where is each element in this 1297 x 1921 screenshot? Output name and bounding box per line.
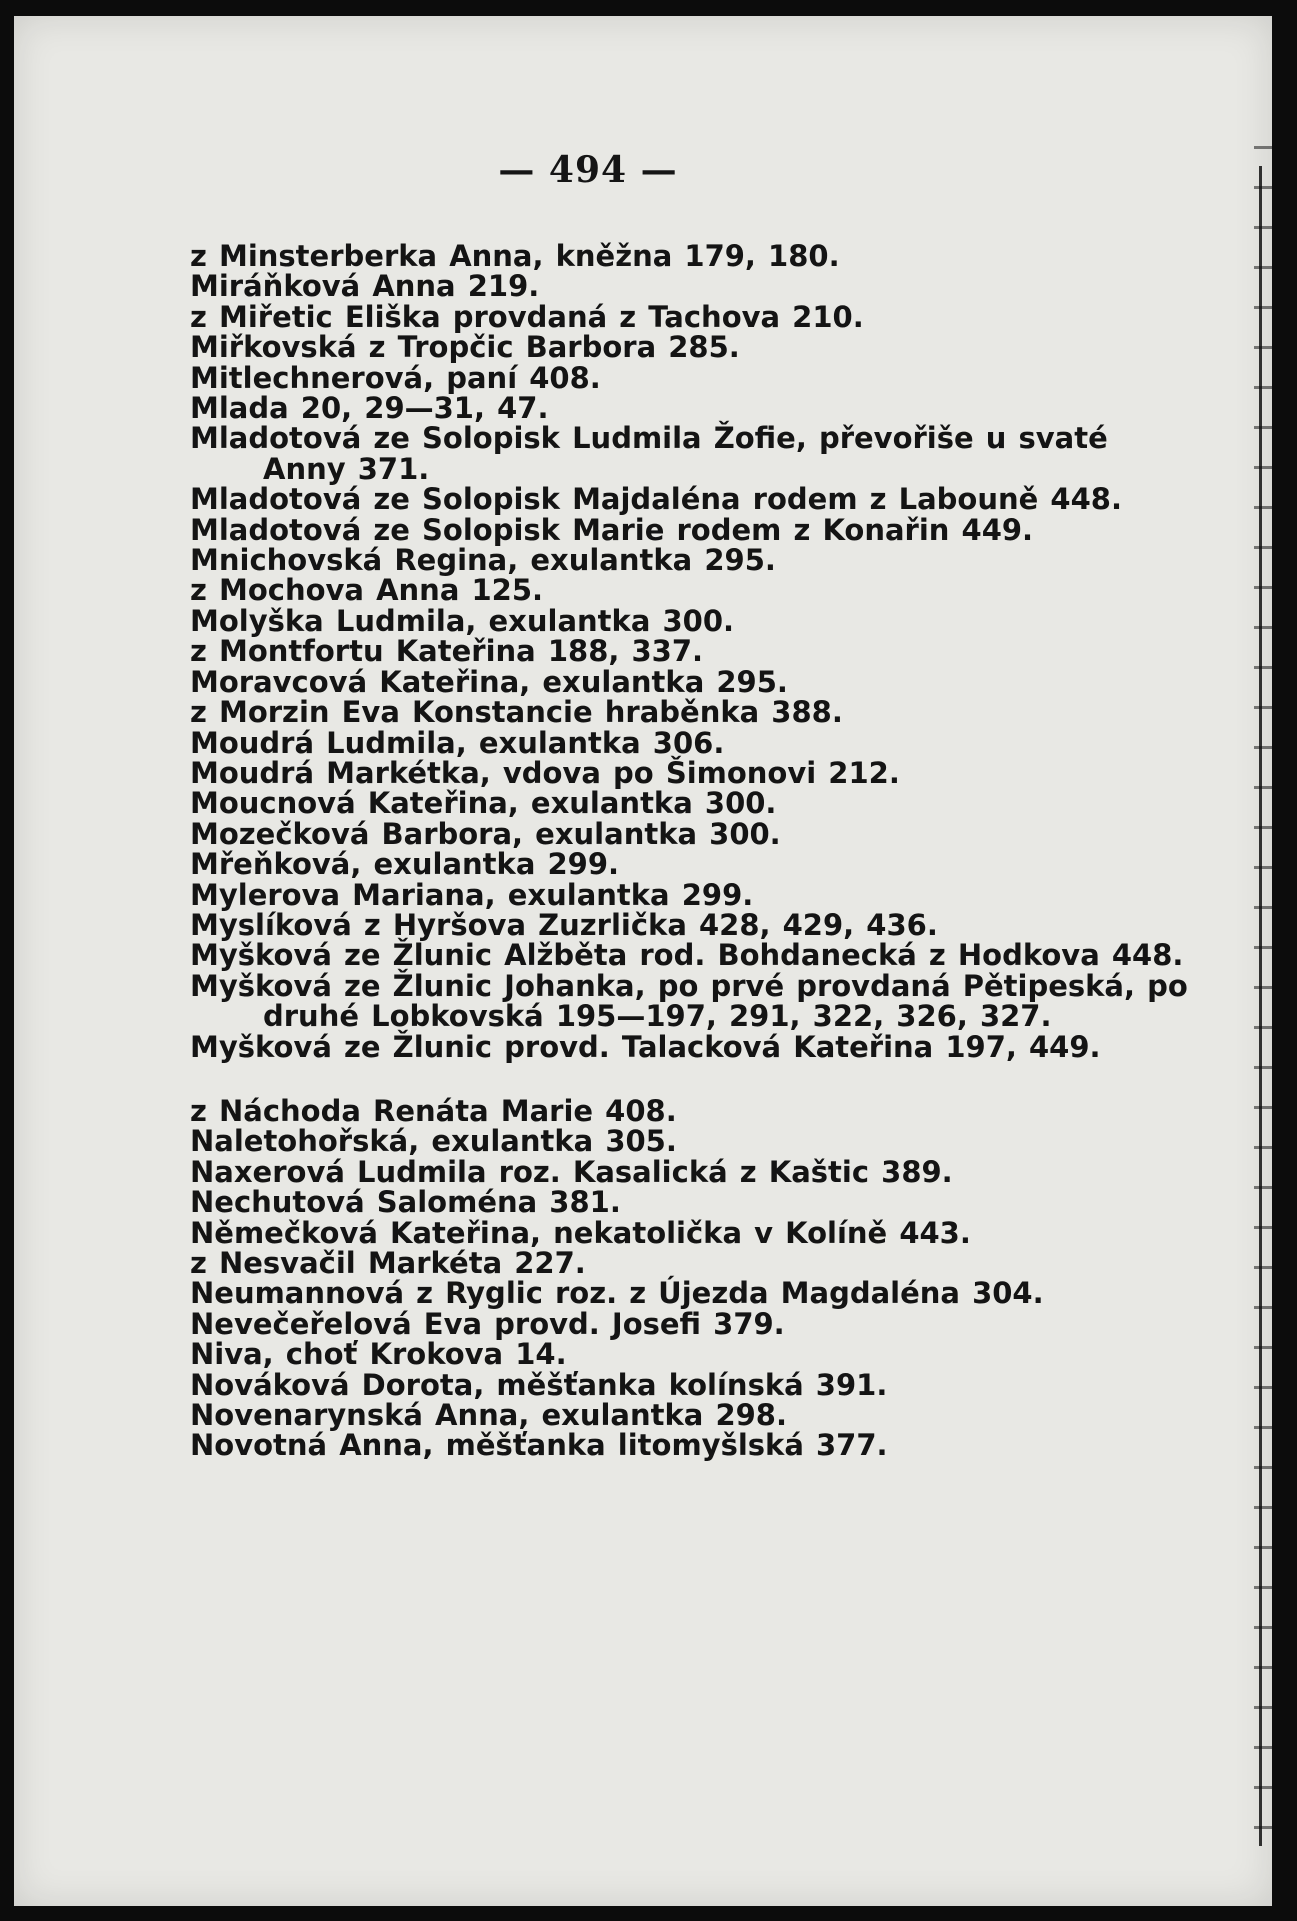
index-entry: Molyška Ludmila, exulantka 300. — [190, 603, 735, 638]
index-entry: Nováková Dorota, měšťanka kolínská 391. — [190, 1367, 888, 1402]
index-entry: Mladotová ze Solopisk Marie rodem z Konařin 449. — [190, 512, 1034, 547]
index-entry: Nechutová Saloména 381. — [190, 1185, 621, 1220]
index-entry: Mlada 20, 29—31, 47. — [190, 391, 549, 426]
page-edge-line — [1259, 166, 1262, 1846]
index-entry: Naletohořská, exulantka 305. — [190, 1124, 677, 1159]
index-entry: Němečková Kateřina, nekatolička v Kolíně 443. — [190, 1215, 971, 1250]
book-page — [14, 16, 1272, 1906]
index-section-n — [190, 1093, 1200, 1463]
index-entry: Moravcová Kateřina, exulantka 295. — [190, 664, 788, 699]
page-edge-shadow — [1254, 146, 1272, 1846]
index-entry: z Nesvačil Markéta 227. — [190, 1246, 586, 1280]
index-entry: z Morzin Eva Konstancie hraběnka 388. — [190, 695, 843, 730]
index-entry: Moudrá Markétka, vdova po Šimonovi 212. — [190, 755, 900, 790]
index-entry: Niva, choť Krokova 14. — [190, 1337, 567, 1372]
index-entry: Novotná Anna, měšťanka litomyšlská 377. — [190, 1428, 888, 1463]
index-entry: Novenarynská Anna, exulantka 298. — [190, 1398, 788, 1433]
index-entry: Neumannová z Ryglic roz. z Újezda Magdaléna 304. — [190, 1276, 1044, 1311]
index-entry: z Náchoda Renáta Marie 408. — [190, 1093, 677, 1128]
index-entry: z Miřetic Eliška provdaná z Tachova 210. — [190, 299, 864, 334]
index-entry: Mladotová ze Solopisk Ludmila Žofie, převořiše u svaté Anny 371. — [190, 421, 1108, 486]
index-entry: Mozečková Barbora, exulantka 300. — [190, 816, 781, 851]
index-entry: z Minsterberka Anna, kněžna 179, 180. — [190, 239, 840, 273]
index-entry: Mylerova Mariana, exulantka 299. — [190, 877, 754, 912]
index-entry: Myšková ze Žlunic Alžběta rod. Bohdanecká z Hodkova 448. — [190, 938, 1184, 973]
index-entry: Moucnová Kateřina, exulantka 300. — [190, 786, 777, 821]
page-number: — 494 — — [498, 149, 678, 191]
index-entry: Naxerová Ludmila roz. Kasalická z Kaštic 389. — [190, 1154, 953, 1189]
index-section-m — [190, 241, 1200, 1062]
index-entry: Miráňková Anna 219. — [190, 269, 540, 304]
index-entry: z Mochova Anna 125. — [190, 573, 544, 608]
index-entry: Nevečeřelová Eva provd. Josefi 379. — [190, 1306, 785, 1341]
index-entry: Myšková ze Žlunic Johanka, po prvé provdaná Pětipeská, po druhé Lobkovská 195—197, 291, 322, 326, 327. — [190, 968, 1188, 1034]
index-entry: Mitlechnerová, paní 408. — [190, 360, 601, 395]
index-entry: Miřkovská z Tropčic Barbora 285. — [190, 330, 740, 365]
index-entry: Moudrá Ludmila, exulantka 306. — [190, 725, 725, 760]
index-entry: Myšková ze Žlunic provd. Talacková Kateřina 197, 449. — [190, 1029, 1101, 1064]
index-entry: Myslíková z Hyršova Zuzrlička 428, 429, 436. — [190, 907, 938, 942]
index-entry: Mřeňková, exulantka 299. — [190, 847, 620, 882]
index-entry: Mladotová ze Solopisk Majdaléna rodem z Labouně 448. — [190, 482, 1122, 517]
name-index — [190, 241, 1200, 1461]
index-entry: z Montfortu Kateřina 188, 337. — [190, 634, 704, 669]
index-entry: Mnichovská Regina, exulantka 295. — [190, 543, 776, 578]
section-gap — [190, 1062, 1200, 1096]
